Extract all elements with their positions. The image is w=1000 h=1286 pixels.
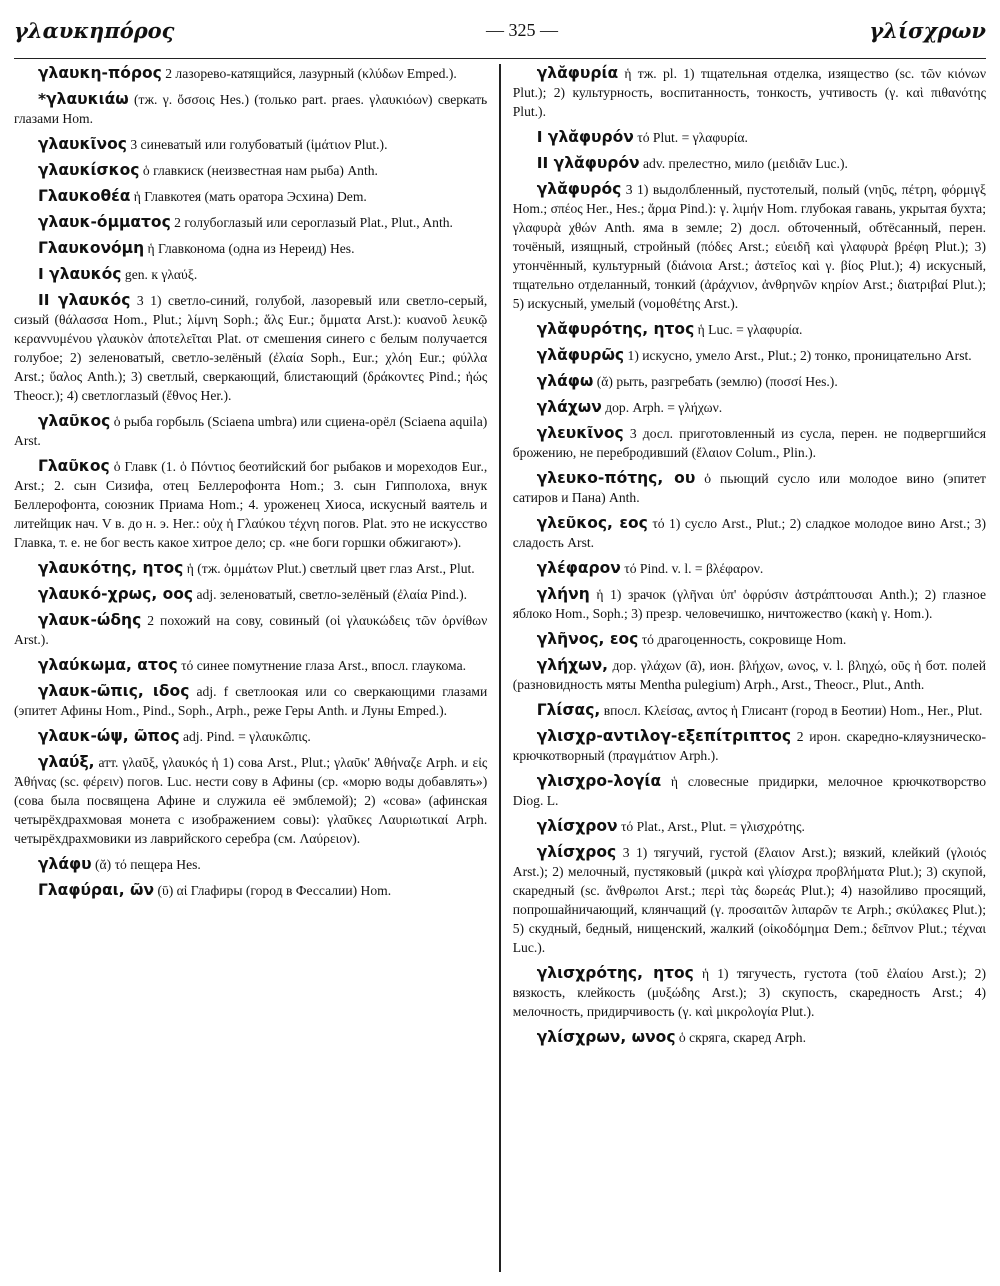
dictionary-entry [14, 727, 487, 746]
dictionary-entry [14, 90, 487, 128]
entry-definition: gen. к γλαύξ. [124, 267, 198, 282]
dictionary-entry [14, 559, 487, 578]
headword: Γλαυκοθέα [38, 187, 131, 205]
entry-definition: (ᾰ) τό пещера Hes. [95, 857, 201, 872]
headword: γλεῦκος, εος [536, 514, 648, 532]
entry-definition: τό Plat., Arst., Plut. = γλισχρότης. [620, 819, 805, 834]
headword: γλᾰφυρός [536, 180, 622, 198]
headword: γλήνη [536, 585, 590, 603]
headword: Γλαῦκος [38, 457, 110, 475]
entry-definition: ὁ рыба горбыль (Sciaena umbra) или сциена-орёл (Sciaena aquila) Arst. [14, 414, 488, 448]
entry-definition: 2 ирон. скаредно-кляузническо-крючкотворный (πραγμάτιον Arph.). [512, 729, 986, 763]
entry-definition: 2 голубоглазый или сероглазый Plat., Plut., Anth. [174, 215, 453, 230]
dictionary-entry [513, 346, 986, 365]
entry-definition: 1) искусно, умело Arst., Plut.; 2) тонко, проницательно Arst. [627, 348, 972, 363]
dictionary-entry [14, 412, 487, 450]
entry-definition: атт. γλαῦξ, γλαυκός ἡ 1) сова Arst., Plut.; γλαῦκ' Ἀθήναζε Arph. и εἰς Ἀθήνας (sc. φέρειν) погов. Luc. нести сову в Афины (ср. «морю воды добавлять») (сова была посвящена Афине и служила её эмблемой); 2) «сова» (афинская четырёхдрахмовая монета с изображением совы): γλαῦκες Λαυριωτικαί Arph. четырёхдрахмовики из лаврийского серебра (см. Λαύρειον). [14, 755, 488, 846]
entry-definition: ἡ 1) зрачок (γλῆναι ὑπ' ὀφρύσιν ἀστράπτουσαι Anth.); 2) глазное яблоко Hom., Soph.; 3) презр. человечишко, ничтожество (κακὴ γ. Hom.). [512, 587, 986, 621]
entry-definition: τό Plut. = γλαφυρία. [637, 130, 748, 145]
entry-definition: ἡ словесные придирки, мелочное крючкотворство Diog. L. [512, 774, 986, 808]
headword: I γλαυκός [38, 265, 122, 283]
entry-definition: ἡ Luc. = γλαφυρία. [697, 322, 803, 337]
headword: Γλαφύραι, ῶν [38, 881, 155, 899]
dictionary-entry [513, 656, 986, 694]
dictionary-entry [513, 727, 986, 765]
entry-definition: дор. Arph. = γλήχων. [605, 400, 723, 415]
dictionary-entry [14, 656, 487, 675]
dictionary-entry [513, 559, 986, 578]
headword: *γλαυκιάω [38, 90, 129, 108]
entry-definition: ὁ скряга, скаред Arph. [678, 1030, 806, 1045]
headword: γλάχων [536, 398, 602, 416]
entry-definition: (ᾰ) рыть, разгребать (землю) (ποσσί Hes.). [596, 374, 838, 389]
dictionary-entry [14, 682, 487, 720]
entry-definition: впосл. Κλείσας, αντος ἡ Глисант (город в Беотии) Hom., Her., Plut. [603, 703, 983, 718]
dictionary-entry [513, 1028, 986, 1047]
entry-definition: 3 1) выдолбленный, пустотелый, полый (νηῦς, πέτρη, φόρμιγξ Hom.; σπέος Her., Hes.; ἅρμα Pind.): γ. λιμήν Hom. глубокая гавань, укрытая бухта; γλαφυρὰ χθών Anth. яма в земле; 2) досл. обточенный, обтёсанный, перен. точёный, изящный, стройный (πόδες Arst.; εὐειδῆ καὶ γλαφυρὰ βρέφη Plut.); 3) утончённый, культурный (διάνοια Arst.; ἀστεῖος καὶ γ. βίος Plut.); 4) искусный, тщательно отделанный, тонкий (ἀράχνιον, ἀνθρηνῶν κηρίον Arst.; διατριβαί Plut.); 5) искусный, умелый (νομοθέτης Arst.). [512, 182, 986, 311]
dictionary-entry [513, 585, 986, 623]
dictionary-entry [14, 291, 487, 405]
dictionary-entry [14, 213, 487, 232]
dictionary-entry [513, 701, 986, 720]
entry-definition: 2 похожий на сову, совиный (οἱ γλαυκώδεις τῶν ὀρνίθων Arst.). [14, 613, 488, 647]
headword: γλαυκότης, ητος [38, 559, 184, 577]
entry-definition: дор. γλάχων (ᾱ), ион. βλήχων, ωνος, v. l. βληχώ, οῦς ἡ бот. полей (разновидность мяты Mentha pulegium) Arph., Arst., Theocr., Plut., Anth. [512, 658, 986, 692]
entry-definition: τό синее помутнение глаза Arst., впосл. глаукома. [181, 658, 466, 673]
headword: II γλᾰφυρόν [536, 154, 640, 172]
headword: I γλᾰφυρόν [536, 128, 634, 146]
entry-definition: τό 1) сусло Arst., Plut.; 2) сладкое молодое вино Arst.; 3) сладость Arst. [512, 516, 986, 550]
entry-columns [14, 64, 986, 1272]
headword: γλαυκ-ώδης [38, 611, 142, 629]
headword: γλαυκό-χρως, οος [38, 585, 194, 603]
headword: γλᾰφυρῶς [536, 346, 625, 364]
entry-definition: ὁ Главк (1. ὁ Πόντιος беотийский бог рыбаков и мореходов Eur., Arst.; 2. сын Сизифа, отец Беллерофонта Hom.; 3. сын Гипполоха, внук Беллерофонта, союзник Приама Hom.; 4. уроженец Хиоса, искусный ваятель и литейщик нач. V в. до н. э. Her.: οὐχ ἡ Γλαύκου τέχνη погов. Plat. это не искусство Главка, т. е. не бог весть какое хитрое дело; ср. «не боги горшки обжигают»). [14, 459, 488, 550]
dictionary-entry [14, 161, 487, 180]
dictionary-entry [513, 398, 986, 417]
dictionary-entry [14, 64, 487, 83]
entry-definition: (ῡ) αἱ Глафиры (город в Фессалии) Hom. [157, 883, 392, 898]
headword: γλευκο-πότης, ου [536, 469, 696, 487]
dictionary-entry [513, 128, 986, 147]
entry-definition: 3 1) светло-синий, голубой, лазоревый или светло-серый, сизый (θάλασσα Hom., Plut.; λίμνη Soph.; ἅλς Eur.; ὄμματα Arst.): κυανοῦ λευκῷ κεραννυμένου γλαυκὸν ἀποτελεῖται Plat. от смешения синего с белым получается голубое; 2) зеленоватый, светло-зелёный (ἐλαία Soph., Eur.; χλόη Eur.; φύλλα Arst.; ὕαλος Anth.); 3) светлый, сверкающий, блистающий (δράκοντες Pind.; ἠώς Theocr.); 4) светлоглазый (ἔθνος Her.). [14, 293, 488, 403]
headword: γλισχρότης, ητος [536, 964, 694, 982]
entry-definition: τό Pind. v. l. = βλέφαρον. [624, 561, 764, 576]
entry-definition: adj. Pind. = γλαυκῶπις. [182, 729, 311, 744]
dictionary-entry [513, 514, 986, 552]
headword: γλίσχρον [536, 817, 618, 835]
headword: Γλίσας, [536, 701, 601, 719]
headword: γλάφω [536, 372, 594, 390]
header-rule [14, 58, 986, 59]
dictionary-entry [14, 881, 487, 900]
dictionary-entry [513, 843, 986, 957]
dictionary-entry [513, 64, 986, 121]
headword: γλάφυ [38, 855, 92, 873]
headword: γλαυκῖνος [38, 135, 127, 153]
entry-definition: ἡ (тж. ὀμμάτων Plut.) светлый цвет глаз Arst., Plut. [186, 561, 475, 576]
headword: γλαυκ-όμματος [38, 213, 171, 231]
entry-definition: (тж. γ. ὄσσοις Hes.) (только part. praes. γλαυκιόων) сверкать глазами Hom. [14, 92, 488, 126]
dictionary-entry [14, 265, 487, 284]
headword: γλαύξ, [38, 753, 95, 771]
dictionary-entry [513, 372, 986, 391]
headword: γλήχων, [536, 656, 609, 674]
dictionary-entry [513, 180, 986, 313]
dictionary-entry [513, 817, 986, 836]
headword: γλᾰφυρότης, ητος [536, 320, 695, 338]
headword: γλέφαρον [536, 559, 621, 577]
left-column [14, 64, 499, 1272]
guide-word-left: γλαυκηπόρος [14, 17, 175, 43]
entry-definition: ἡ тж. pl. 1) тщательная отделка, изящество (sc. τῶν κιόνων Plut.); 2) культурность, воспитанность, тонкость, учтивость (γ. καὶ πιθανότης Plut.). [512, 66, 986, 119]
headword: γλῆνος, εος [536, 630, 639, 648]
dictionary-entry [513, 964, 986, 1021]
headword: II γλαυκός [38, 291, 131, 309]
dictionary-entry [14, 187, 487, 206]
headword: γλᾰφυρία [536, 64, 619, 82]
headword: γλαύκωμα, ατος [38, 656, 178, 674]
headword: γλευκῖνος [536, 424, 624, 442]
headword: γλίσχρος [536, 843, 617, 861]
entry-definition: adj. f светлоокая или со сверкающими глазами (эпитет Афины Hom., Pind., Soph., Arph., реже Геры Anth. и Луны Emped.). [14, 684, 488, 718]
entry-definition: ἡ Главконома (одна из Нереид) Hes. [147, 241, 355, 256]
dictionary-entry [513, 424, 986, 462]
dictionary-entry [14, 753, 487, 848]
dictionary-entry [14, 457, 487, 552]
entry-definition: ἡ 1) тягучесть, густота (τοῦ ἐλαίου Arst.); 2) вязкость, клейкость (μυξώδης Arst.); 3) скупость, скаредность Arst.; 4) мелочность, придирчивость (γ. καὶ μικρολογία Plut.). [512, 966, 986, 1019]
dictionary-entry [513, 320, 986, 339]
dictionary-entry [14, 855, 487, 874]
headword: Γλαυκονόμη [38, 239, 145, 257]
entry-definition: ὁ пьющий сусло или молодое вино (эпитет сатиров и Пана) Anth. [512, 471, 986, 505]
headword: γλισχρ-αντιλογ-εξεπίτριπτος [536, 727, 792, 745]
entry-definition: adj. зеленоватый, светло-зелёный (ἐλαία Pind.). [196, 587, 468, 602]
headword: γλίσχρων, ωνος [536, 1028, 676, 1046]
dictionary-entry [513, 154, 986, 173]
headword: γλαυκ-ώψ, ῶπος [38, 727, 180, 745]
dictionary-entry [513, 772, 986, 810]
entry-definition: adv. прелестно, мило (μειδιᾶν Luc.). [643, 156, 848, 171]
page-number: — 325 — [485, 19, 558, 40]
entry-definition: ὁ главкиск (неизвестная нам рыба) Anth. [142, 163, 378, 178]
dictionary-entry [14, 585, 487, 604]
entry-definition: 3 1) тягучий, густой (ἔλαιον Arst.); вязкий, клейкий (γλοιός Arst.); 2) мелочный, пустяковый (μικρὰ καὶ γλίσχρα προβλήματα Plut.); 3) скупой, скаредный (sc. ἄνθρωποι Arst.; περὶ τὰς δωρεάς Plut.); 4) назойливо просящий, попрошайничающий, клянчащий (γ. προσαιτῶν λιπαρῶν τε Arph.; σκύλακες Plut.); 5) скудный, бедный, нищенский, жалкий (οἰκοδόμημα Dem.; δεῖπνον Plut.; τέχναι Luc.). [512, 845, 986, 955]
headword: γλισχρο-λογία [536, 772, 662, 790]
guide-word-right: γλίσχρων [869, 17, 986, 43]
dictionary-entry [14, 135, 487, 154]
entry-definition: τό драгоценность, сокровище Hom. [641, 632, 847, 647]
dictionary-entry [513, 469, 986, 507]
headword: γλαῦκος [38, 412, 111, 430]
dictionary-entry [14, 611, 487, 649]
headword: γλαυκ-ῶπις, ιδος [38, 682, 190, 700]
entry-definition: 3 синеватый или голубоватый (ἱμάτιον Plut.). [130, 137, 388, 152]
headword: γλαυκίσκος [38, 161, 140, 179]
entry-definition: 2 лазорево-катящийся, лазурный (κλύδων Emped.). [165, 66, 457, 81]
dictionary-entry [513, 630, 986, 649]
dictionary-entry [14, 239, 487, 258]
right-column [501, 64, 986, 1272]
entry-definition: 3 досл. приготовленный из сусла, перен. не подвергшийся брожению, не перебродивший (ἔλαιον Colum., Plin.). [512, 426, 986, 460]
running-header [14, 10, 986, 50]
headword: γλαυκη-πόρος [38, 64, 162, 82]
entry-definition: ἡ Главкотея (мать оратора Эсхина) Dem. [133, 189, 367, 204]
